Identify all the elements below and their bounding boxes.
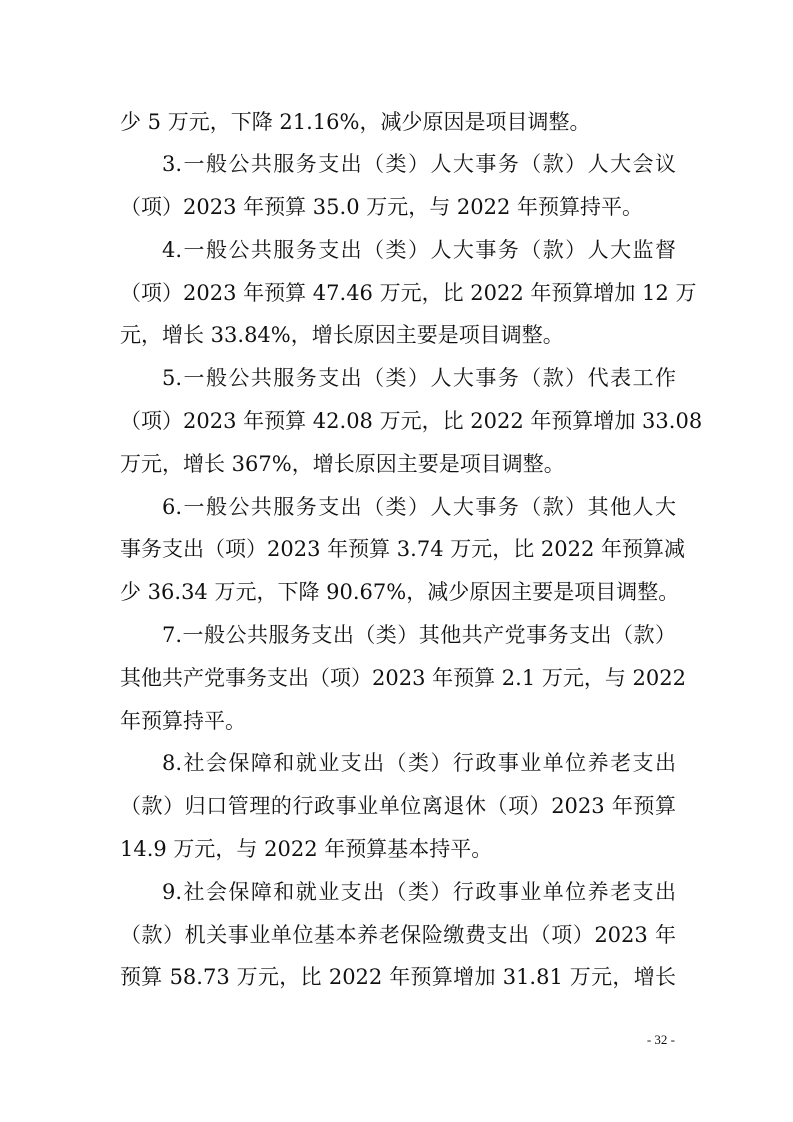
item-4-line-3: 元，增长 33.84%，增长原因主要是项目调整。 [120,323,564,347]
item-5-line-1: 5.一般公共服务支出（类）人大事务（款）代表工作 [162,366,676,390]
item-3-line-1: 3.一般公共服务支出（类）人大事务（款）人大会议 [162,152,676,176]
item-7-line-1: 7.一般公共服务支出（类）其他共产党事务支出（款） [162,623,676,647]
text-line: 少 5 万元，下降 21.16%，减少原因是项目调整。 [120,110,591,134]
item-8-line-2: （款）归口管理的行政事业单位离退休（项）2023 年预算 [120,794,676,818]
item-6-line-2: 事务支出（项）2023 年预算 3.74 万元，比 2022 年预算减 [120,537,686,561]
item-7-line-3: 年预算持平。 [120,709,246,733]
page-number: - 32 - [646,1032,675,1047]
item-4-line-1: 4.一般公共服务支出（类）人大事务（款）人大监督 [162,238,676,262]
item-7-line-2: 其他共产党事务支出（项）2023 年预算 2.1 万元，与 2022 [120,666,686,690]
item-9-line-2: （款）机关事业单位基本养老保险缴费支出（项）2023 年 [120,923,676,947]
item-6-line-1: 6.一般公共服务支出（类）人大事务（款）其他人大 [162,495,676,519]
item-5-line-3: 万元，增长 367%，增长原因主要是项目调整。 [120,452,565,476]
item-9-line-3: 预算 58.73 万元，比 2022 年预算增加 31.81 万元，增长 [120,965,676,989]
item-8-line-3: 14.9 万元，与 2022 年预算基本持平。 [120,837,493,861]
item-6-line-3: 少 36.34 万元，下降 90.67%，减少原因主要是项目调整。 [120,580,680,604]
item-4-line-2: （项）2023 年预算 47.46 万元，比 2022 年预算增加 12 万 [120,281,697,305]
item-5-line-2: （项）2023 年预算 42.08 万元，比 2022 年预算增加 33.08 [120,409,703,433]
item-9-line-1: 9.社会保障和就业支出（类）行政事业单位养老支出 [162,880,676,904]
item-3-line-2: （项）2023 年预算 35.0 万元，与 2022 年预算持平。 [120,195,644,219]
item-8-line-1: 8.社会保障和就业支出（类）行政事业单位养老支出 [162,751,676,775]
